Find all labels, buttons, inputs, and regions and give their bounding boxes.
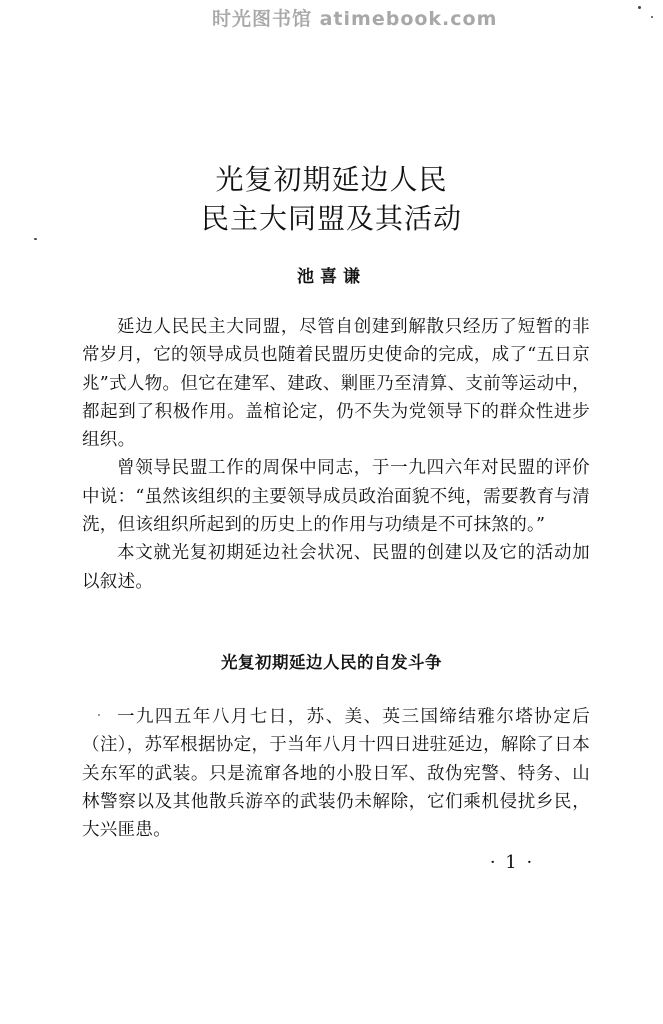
intro-section bbox=[82, 313, 590, 596]
scan-speck bbox=[638, 6, 641, 9]
scan-speck bbox=[34, 238, 37, 240]
scan-speck bbox=[651, 16, 653, 18]
author-name: 池喜谦 bbox=[297, 267, 366, 287]
article-title-line-1: 光复初期延边人民 bbox=[215, 163, 448, 196]
section-body bbox=[82, 703, 590, 844]
section-heading: 光复初期延边人民的自发斗争 bbox=[221, 653, 442, 672]
article-title bbox=[0, 160, 663, 238]
paragraph: 一九四五年八月七日，苏、美、英三国缔结雅尔塔协定后（注），苏军根据协定，于当年八月十四日进驻延边，解除了日本关东军的武装。只是流窜各地的小股日军、敌伪宪警、特务、山林警察以及其他散兵游卒的武装仍未解除，它们乘机侵扰乡民，大兴匪患。 bbox=[82, 707, 590, 841]
paragraph: 延边人民民主大同盟，尽管自创建到解散只经历了短暂的非常岁月，它的领导成员也随着民盟历史使命的完成，成了“五日京兆”式人物。但它在建军、建政、剿匪乃至清算、支前等运动中，都起到了积极作用。盖棺论定，仍不失为党领导下的群众性进步组织。 bbox=[82, 317, 590, 451]
paragraph: 本文就光复初期延边社会状况、民盟的创建以及它的活动加以叙述。 bbox=[82, 543, 590, 592]
page-number: · 1 · bbox=[489, 852, 535, 873]
watermark: 时光图书馆 atimebook.com bbox=[212, 8, 498, 30]
article-title-line-2: 民主大同盟及其活动 bbox=[200, 202, 462, 235]
paragraph: 曾领导民盟工作的周保中同志，于一九四六年对民盟的评价中说：“虽然该组织的主要领导成员政治面貌不纯，需要教育与清洗，但该组织所起到的历史上的作用与功绩是不可抹煞的。” bbox=[82, 458, 590, 536]
